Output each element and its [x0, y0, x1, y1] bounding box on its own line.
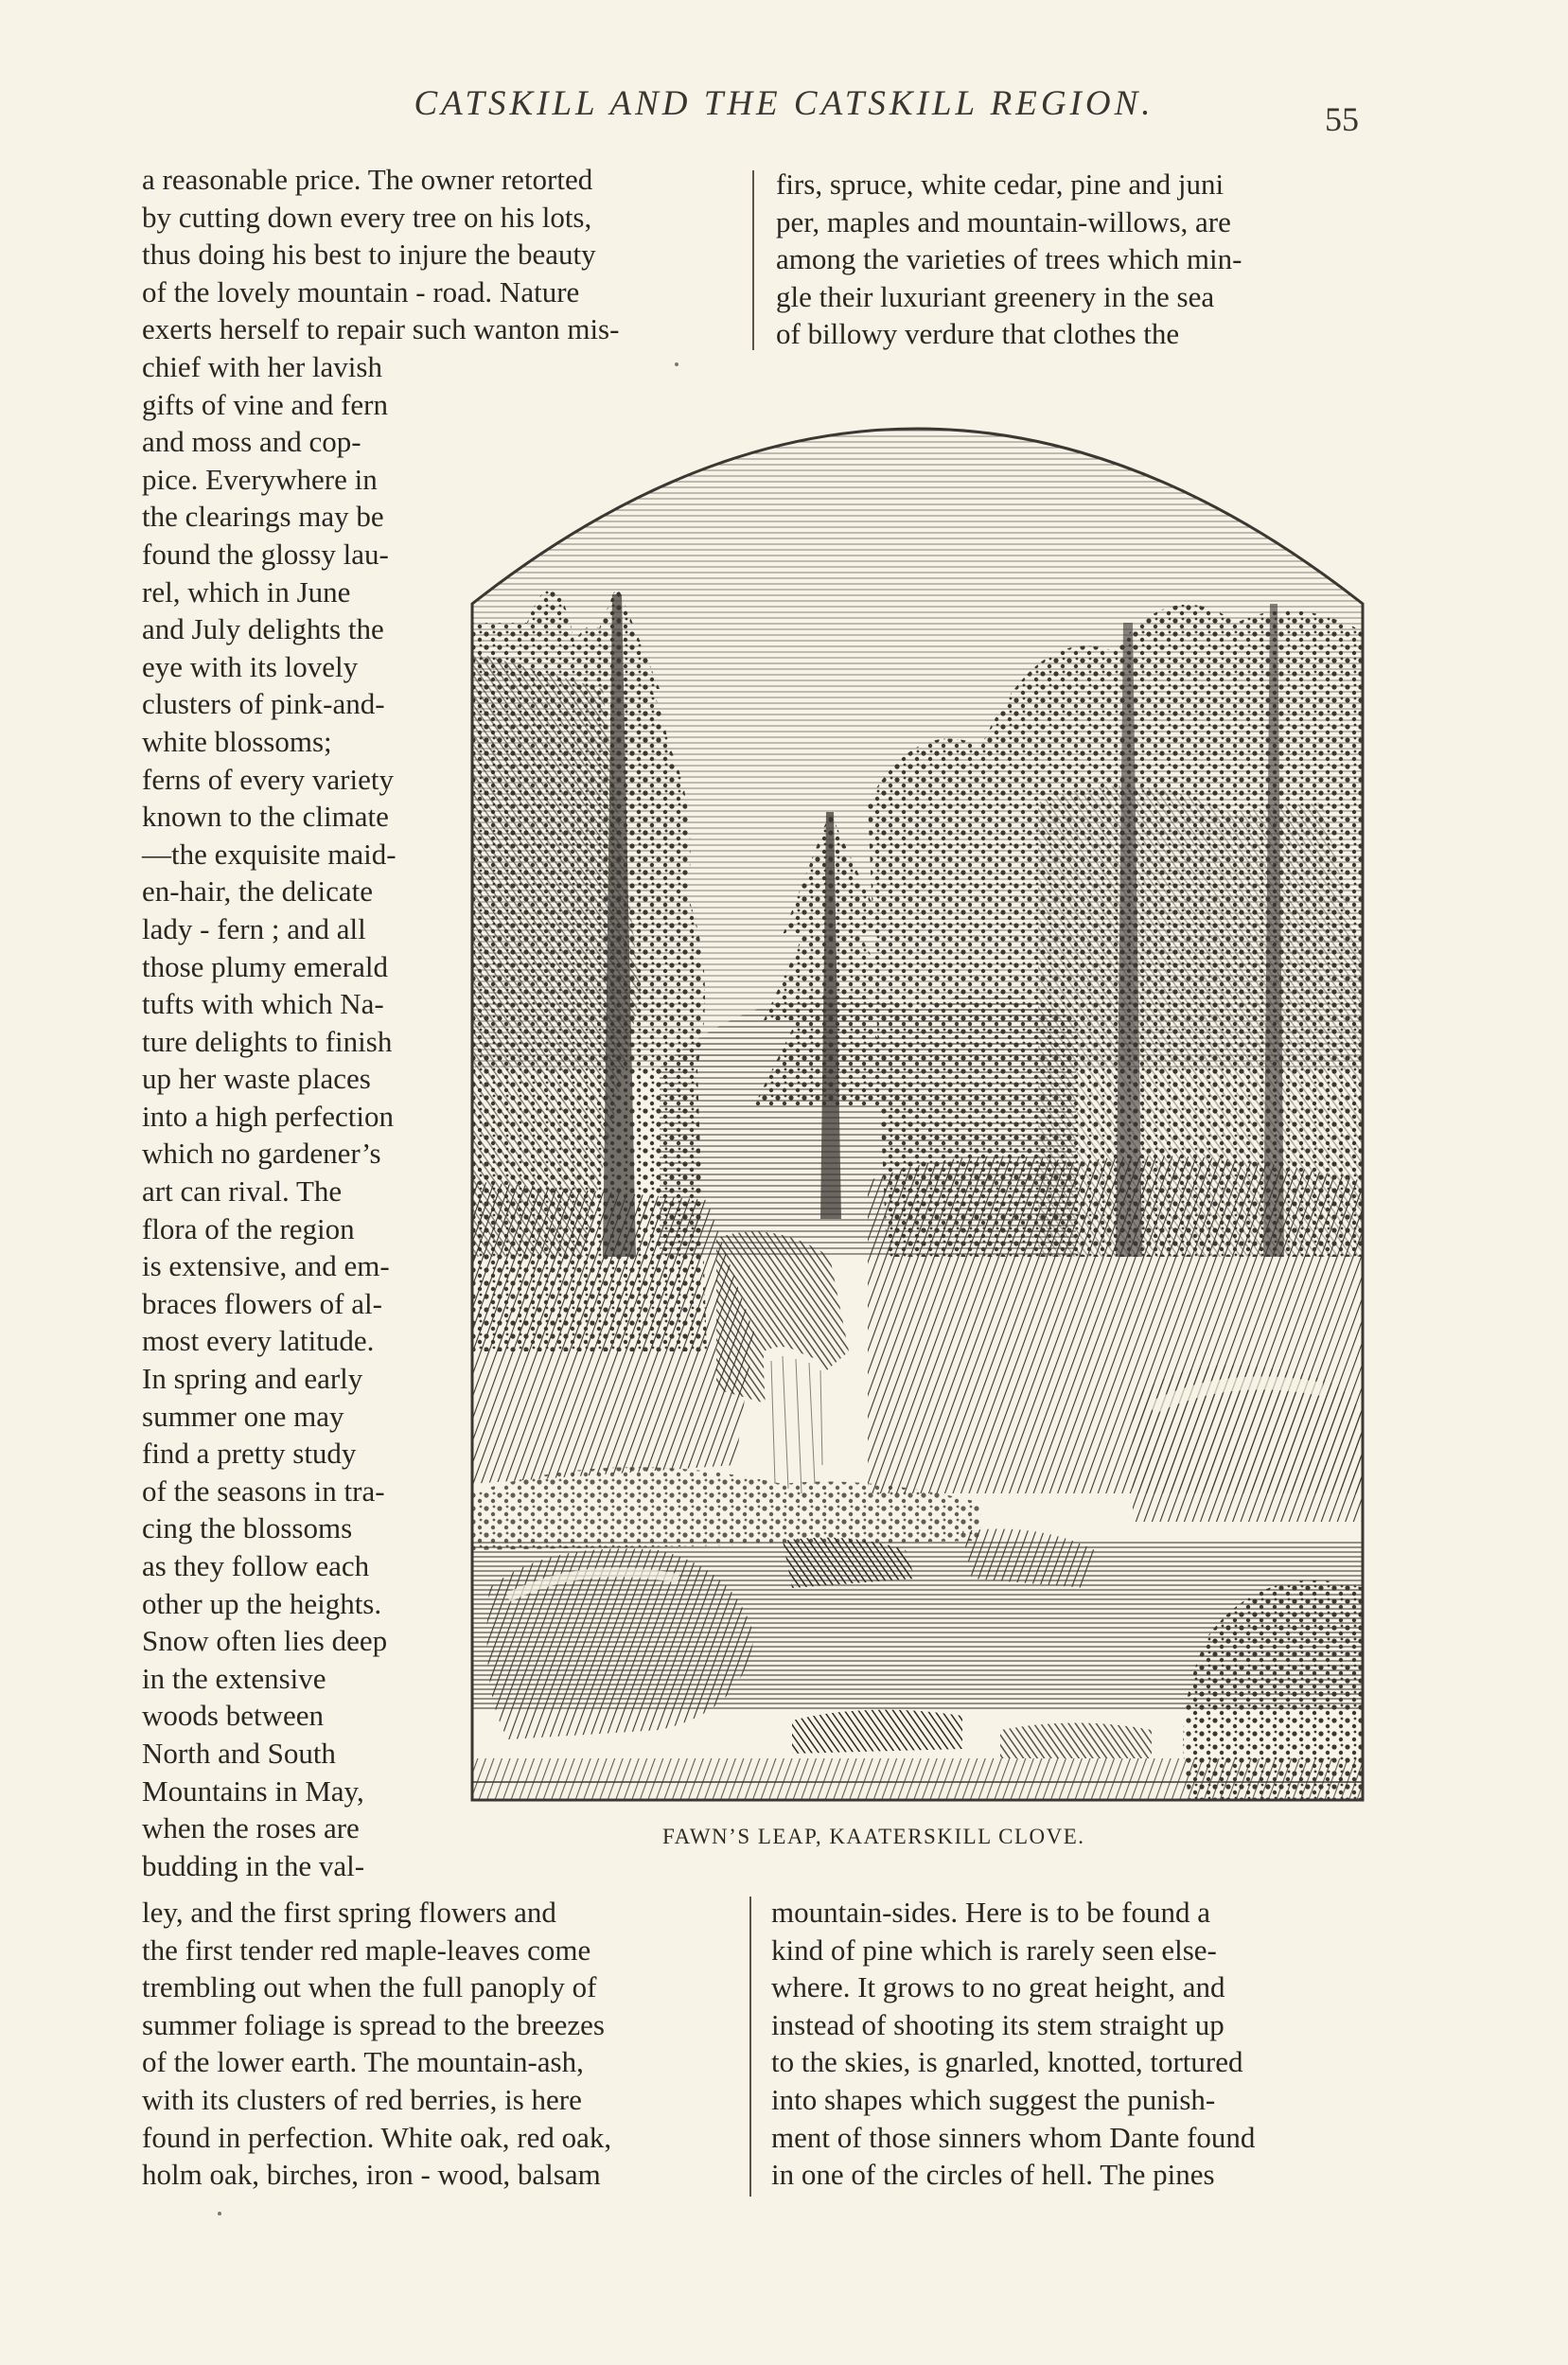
text-line: holm oak, birches, iron - wood, balsam	[142, 2158, 601, 2192]
bottom-right-column	[771, 1894, 1367, 2194]
text-line: which no gardener’s	[142, 1137, 381, 1171]
text-line: of billowy verdure that clothes the	[776, 317, 1180, 351]
text-line: find a pretty study	[142, 1437, 357, 1471]
text-line: thus doing his best to injure the beauty	[142, 238, 596, 272]
illustration-caption: FAWN’S LEAP, KAATERSKILL CLOVE.	[662, 1825, 1085, 1848]
text-line: summer one may	[142, 1399, 344, 1433]
text-line: tufts with which Na-	[142, 987, 384, 1021]
text-line: found the glossy lau-	[142, 537, 389, 571]
text-line: North and South	[142, 1736, 336, 1770]
text-line: summer foliage is spread to the breezes	[142, 2007, 605, 2041]
text-line: white blossoms;	[142, 724, 332, 758]
text-line: found in perfection. White oak, red oak,	[142, 2120, 612, 2154]
waterfall-engraving	[470, 405, 1365, 1802]
text-line: among the varieties of trees which min-	[776, 242, 1242, 276]
column-divider-bottom	[749, 1897, 751, 2197]
text-line: ture delights to finish	[142, 1024, 393, 1058]
text-line: the first tender red maple-leaves come	[142, 1933, 591, 1967]
text-line: a reasonable price. The owner retorted	[142, 163, 593, 196]
text-line: the clearings may be	[142, 500, 384, 534]
text-line: of the seasons in tra-	[142, 1474, 385, 1508]
text-line: Snow often lies deep	[142, 1624, 388, 1658]
text-line: eye with its lovely	[142, 649, 359, 683]
text-line: as they follow each	[142, 1549, 370, 1582]
text-line: ment of those sinners whom Dante found	[771, 2120, 1256, 2154]
text-line: art can rival. The	[142, 1174, 343, 1209]
narrow-wrap-column	[142, 348, 449, 1884]
top-right-column	[776, 166, 1367, 353]
text-line: In spring and early	[142, 1362, 363, 1396]
text-line: to the skies, is gnarled, knotted, tortured	[771, 2045, 1243, 2079]
text-line: mountain-sides. Here is to be found a	[771, 1896, 1211, 1929]
text-line: into shapes which suggest the punish-	[771, 2082, 1216, 2116]
text-line: woods between	[142, 1699, 324, 1733]
text-line: those plumy emerald	[142, 949, 388, 983]
text-line: ley, and the first spring flowers and	[142, 1896, 556, 1929]
ink-speck	[675, 362, 678, 366]
text-line: where. It grows to no great height, and	[771, 1970, 1225, 2004]
text-line: instead of shooting its stem straight up	[771, 2007, 1224, 2041]
text-line: and moss and cop-	[142, 425, 361, 459]
text-line: gifts of vine and fern	[142, 387, 388, 421]
text-line: lady - fern ; and all	[142, 911, 366, 945]
text-line: braces flowers of al-	[142, 1286, 382, 1320]
text-line: trembling out when the full panoply of	[142, 1970, 597, 2004]
text-line: with its clusters of red berries, is here	[142, 2082, 582, 2116]
text-line: Mountains in May,	[142, 1774, 364, 1808]
text-line: per, maples and mountain-willows, are	[776, 204, 1231, 238]
text-line: and July delights the	[142, 612, 384, 646]
text-line: is extensive, and em-	[142, 1249, 390, 1283]
text-line: chief with her lavish	[142, 350, 382, 383]
top-left-column	[142, 161, 733, 348]
text-line: known to the climate	[142, 800, 389, 834]
page-number: 55	[1325, 100, 1359, 138]
text-line: in the extensive	[142, 1661, 326, 1695]
text-line: of the lovely mountain - road. Nature	[142, 274, 580, 309]
text-line: up her waste places	[142, 1062, 371, 1096]
text-line: en-hair, the delicate	[142, 874, 374, 909]
text-line: cing the blossoms	[142, 1511, 353, 1545]
text-line: ferns of every variety	[142, 762, 394, 796]
text-line: by cutting down every tree on his lots,	[142, 200, 592, 234]
text-line: firs, spruce, white cedar, pine and juni	[776, 168, 1224, 201]
text-line: in one of the circles of hell. The pines	[771, 2158, 1215, 2192]
text-line: gle their luxuriant greenery in the sea	[776, 279, 1215, 313]
text-line: budding in the val-	[142, 1848, 365, 1882]
text-line: rel, which in June	[142, 574, 351, 609]
text-line: other up the heights.	[142, 1586, 382, 1620]
text-line: flora of the region	[142, 1211, 355, 1245]
text-line: most every latitude.	[142, 1324, 375, 1358]
text-line: kind of pine which is rarely seen else-	[771, 1933, 1217, 1967]
text-line: into a high perfection	[142, 1099, 394, 1133]
text-line: when the roses are	[142, 1811, 360, 1845]
running-head: CATSKILL AND THE CATSKILL REGION.	[414, 84, 1154, 123]
text-line: —the exquisite maid-	[142, 837, 396, 871]
text-line: of the lower earth. The mountain-ash,	[142, 2045, 584, 2079]
ink-speck	[218, 2212, 221, 2215]
text-line: exerts herself to repair such wanton mis-	[142, 312, 620, 346]
bottom-left-column	[142, 1894, 733, 2194]
text-line: pice. Everywhere in	[142, 462, 378, 496]
column-divider-top	[752, 170, 754, 350]
text-line: clusters of pink-and-	[142, 687, 385, 721]
